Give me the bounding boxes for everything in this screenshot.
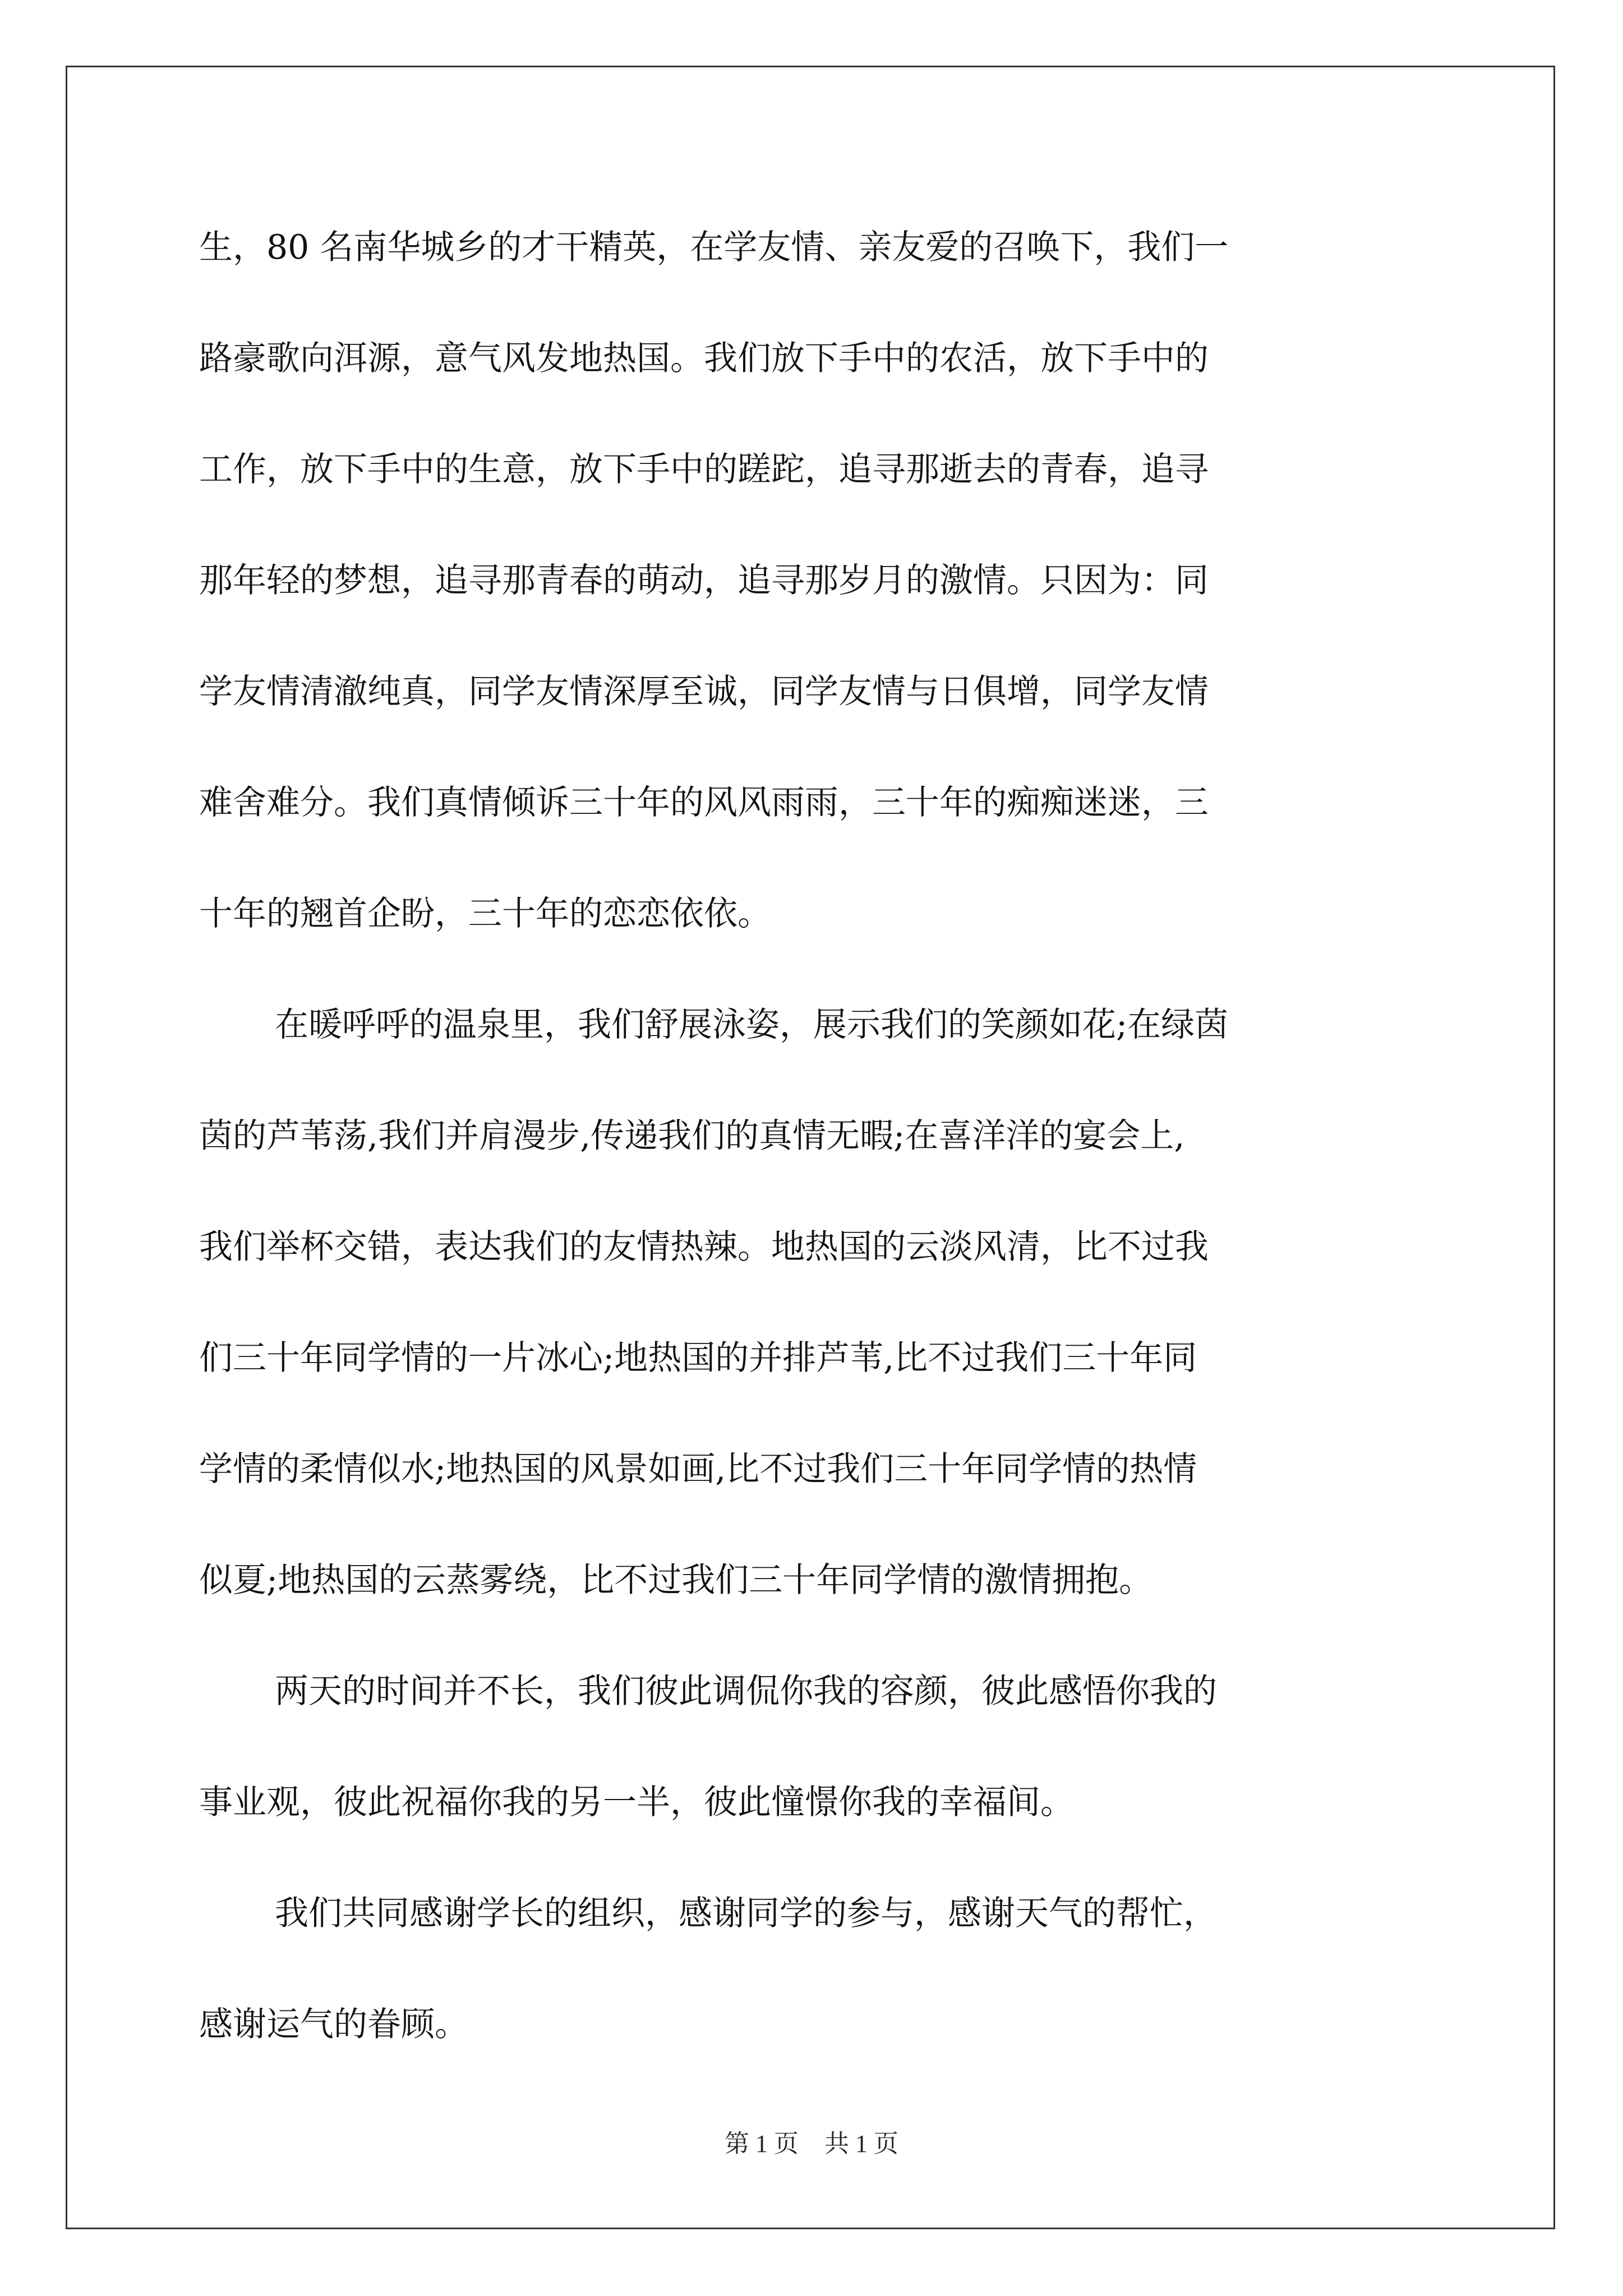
text-line: 十年的翘首企盼，三十年的恋恋依依。 <box>199 894 771 933</box>
paragraph-2 <box>199 969 1425 1636</box>
text-line: 那年轻的梦想，追寻那青春的萌动，追寻那岁月的激情。只因为：同 <box>199 561 1209 600</box>
text-line: 们三十年同学情的一片冰心;地热国的并排芦苇,比不过我们三十年同 <box>199 1338 1197 1378</box>
text-line: 感谢运气的眷顾。 <box>199 2005 468 2044</box>
text-line: 学友情清澈纯真，同学友情深厚至诚，同学友情与日俱增，同学友情 <box>199 672 1209 711</box>
text-line: 难舍难分。我们真情倾诉三十年的风风雨雨，三十年的痴痴迷迷，三 <box>199 783 1209 822</box>
text-line: 学情的柔情似水;地热国的风景如画,比不过我们三十年同学情的热情 <box>199 1450 1197 1489</box>
document-body <box>199 192 1425 2080</box>
page-number: 第 1 页 <box>725 2130 799 2157</box>
paragraph-1 <box>199 192 1425 969</box>
page-footer <box>0 2123 1623 2159</box>
text-line: 生，80 名南华城乡的才干精英，在学友情、亲友爱的召唤下，我们一 <box>199 228 1229 267</box>
page-total: 共 1 页 <box>824 2130 898 2157</box>
paragraph-3 <box>199 1636 1425 1858</box>
text-line: 工作，放下手中的生意，放下手中的蹉跎，追寻那逝去的青春，追寻 <box>199 450 1209 489</box>
text-line: 在暖呼呼的温泉里，我们舒展泳姿，展示我们的笑颜如花;在绿茵 <box>275 1005 1229 1045</box>
paragraph-4 <box>199 1858 1425 2080</box>
text-line: 我们举杯交错，表达我们的友情热辣。地热国的云淡风清，比不过我 <box>199 1227 1209 1267</box>
text-line: 路豪歌向洱源，意气风发地热国。我们放下手中的农活，放下手中的 <box>199 339 1209 378</box>
text-line: 事业观，彼此祝福你我的另一半，彼此憧憬你我的幸福间。 <box>199 1783 1074 1822</box>
text-line: 我们共同感谢学长的组织，感谢同学的参与，感谢天气的帮忙， <box>275 1894 1217 1933</box>
text-line: 似夏;地热国的云蒸雾绕，比不过我们三十年同学情的激情拥抱。 <box>199 1561 1153 1600</box>
text-line: 两天的时间并不长，我们彼此调侃你我的容颜，彼此感悟你我的 <box>275 1672 1217 1711</box>
text-line: 茵的芦苇荡,我们并肩漫步,传递我们的真情无暇;在喜洋洋的宴会上, <box>199 1116 1185 1156</box>
